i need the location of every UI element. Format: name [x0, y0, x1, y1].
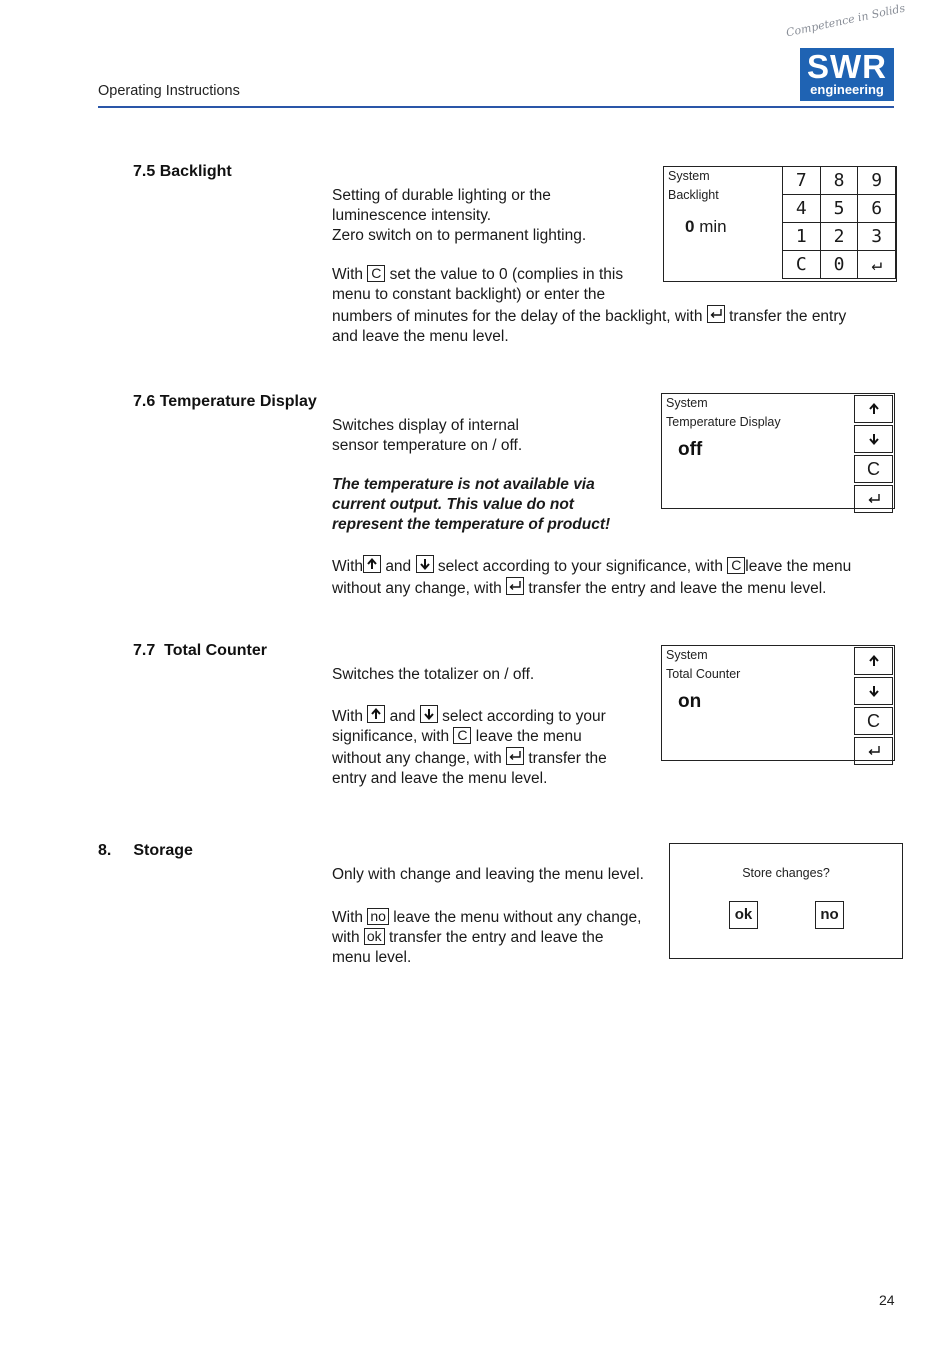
text: significance, with [332, 728, 450, 745]
heading-text: Total Counter [164, 642, 267, 659]
logo-tagline: Competence in Solids [784, 1, 907, 40]
text: With [332, 708, 363, 725]
text-line: Switches display of internal [332, 417, 519, 434]
arrow-down-icon [867, 684, 881, 698]
text: and [385, 558, 412, 575]
arrow-down-icon [420, 705, 438, 723]
panel-key-column [854, 395, 893, 515]
warning-line: current output. This value do not [332, 496, 574, 513]
enter-icon [867, 492, 881, 506]
arrow-up-button[interactable] [854, 395, 893, 423]
heading-number: 8. [98, 842, 112, 859]
arrow-down-icon [416, 555, 434, 573]
text: set the value to 0 (complies in this [389, 266, 624, 283]
value-number: 0 [685, 217, 695, 236]
text-line: Zero switch on to permanent lighting. [332, 227, 587, 244]
section-heading-backlight: 7.5 Backlight [133, 163, 232, 180]
counter-display-panel [661, 645, 895, 761]
text: With [332, 266, 363, 283]
logo-sub: engineering [810, 82, 884, 97]
text: without any change, with [332, 750, 502, 767]
key-3[interactable]: 3 [858, 223, 896, 251]
arrow-down-icon [867, 432, 881, 446]
enter-icon [867, 744, 881, 758]
panel-value [685, 217, 727, 237]
section-heading-counter [133, 642, 267, 660]
key-2[interactable]: 2 [820, 223, 858, 251]
text-line: sensor temperature on / off. [332, 437, 523, 454]
arrow-up-icon [367, 705, 385, 723]
key-4[interactable]: 4 [783, 195, 821, 223]
text-line: entry and leave the menu level. [332, 770, 548, 787]
text: and [389, 708, 416, 725]
text: select according to your significance, with [437, 558, 723, 575]
enter-icon [506, 577, 524, 595]
enter-icon [707, 305, 725, 323]
header-rule [98, 106, 894, 108]
section-heading-temperature: 7.6 Temperature Display [133, 393, 317, 410]
page-number: 24 [879, 1292, 895, 1308]
section-heading-storage [98, 842, 193, 860]
arrow-down-button[interactable] [854, 425, 893, 453]
enter-button[interactable] [854, 485, 893, 513]
text: With [332, 909, 363, 926]
panel-menu-label: System [668, 169, 710, 183]
counter-instructions [332, 705, 652, 789]
arrow-up-icon [363, 555, 381, 573]
clear-button[interactable]: C [854, 707, 893, 735]
text: transfer the entry and leave the menu level. [528, 580, 827, 597]
store-prompt: Store changes? [742, 866, 830, 880]
panel-item-label: Temperature Display [666, 415, 781, 429]
text: leave the menu without any change, [393, 909, 642, 926]
ok-button[interactable]: ok [729, 901, 758, 929]
text: transfer the [528, 750, 607, 767]
logo-brand: SWR [807, 48, 887, 85]
key-ok-inline: ok [364, 928, 385, 945]
clear-button[interactable]: C [854, 455, 893, 483]
arrow-up-icon [867, 654, 881, 668]
key-9[interactable]: 9 [858, 167, 896, 195]
key-enter[interactable]: ↵ [858, 251, 896, 279]
temperature-instructions [332, 555, 912, 599]
warning-line: The temperature is not available via [332, 476, 595, 493]
key-6[interactable]: 6 [858, 195, 896, 223]
key-5[interactable]: 5 [820, 195, 858, 223]
text-line: menu to constant backlight) or enter the [332, 286, 606, 303]
storage-instructions [332, 908, 662, 968]
temperature-warning [332, 475, 652, 535]
temperature-display-panel [661, 393, 895, 509]
text-line: luminescence intensity. [332, 207, 492, 224]
counter-intro: Switches the totalizer on / off. [332, 666, 535, 683]
numeric-keypad [782, 166, 896, 279]
key-c-inline: C [727, 557, 745, 574]
key-7[interactable]: 7 [783, 167, 821, 195]
panel-menu-label: System [666, 396, 708, 410]
backlight-intro [332, 186, 652, 246]
enter-icon [506, 747, 524, 765]
text-line: and leave the menu level. [332, 328, 509, 345]
arrow-up-button[interactable] [854, 647, 893, 675]
text: transfer the entry [729, 308, 847, 325]
heading-text: Storage [133, 842, 193, 859]
text: With [332, 558, 363, 575]
key-8[interactable]: 8 [820, 167, 858, 195]
key-c-inline: C [367, 265, 385, 282]
text: select according to your [442, 708, 606, 725]
text-line: Setting of durable lighting or the [332, 187, 551, 204]
text: transfer the entry and leave the [389, 929, 604, 946]
panel-item-label: Total Counter [666, 667, 741, 681]
no-button[interactable]: no [815, 901, 844, 929]
text: leave the menu [745, 558, 852, 575]
enter-button[interactable] [854, 737, 893, 765]
panel-menu-label: System [666, 648, 708, 662]
text: numbers of minutes for the delay of the backlight, with [332, 308, 703, 325]
panel-key-column [854, 647, 893, 767]
text-line: menu level. [332, 949, 412, 966]
backlight-display-panel [663, 166, 897, 282]
panel-item-label: Backlight [668, 188, 719, 202]
panel-value: on [678, 691, 702, 712]
key-1[interactable]: 1 [783, 223, 821, 251]
temperature-intro [332, 416, 642, 456]
heading-number: 7.7 [133, 642, 156, 659]
warning-line: represent the temperature of product! [332, 516, 611, 533]
storage-dialog-panel [669, 843, 903, 959]
panel-value: off [678, 439, 703, 460]
text: leave the menu [475, 728, 582, 745]
text: with [332, 929, 360, 946]
key-no-inline: no [367, 908, 389, 925]
key-c[interactable]: C [783, 251, 821, 279]
company-logo [800, 48, 894, 101]
arrow-up-icon [867, 402, 881, 416]
text: without any change, with [332, 580, 502, 597]
arrow-down-button[interactable] [854, 677, 893, 705]
document-header-title: Operating Instructions [98, 83, 240, 99]
key-0[interactable]: 0 [820, 251, 858, 279]
key-c-inline: C [453, 727, 471, 744]
storage-intro: Only with change and leaving the menu level. [332, 866, 644, 883]
value-unit: min [699, 217, 727, 236]
